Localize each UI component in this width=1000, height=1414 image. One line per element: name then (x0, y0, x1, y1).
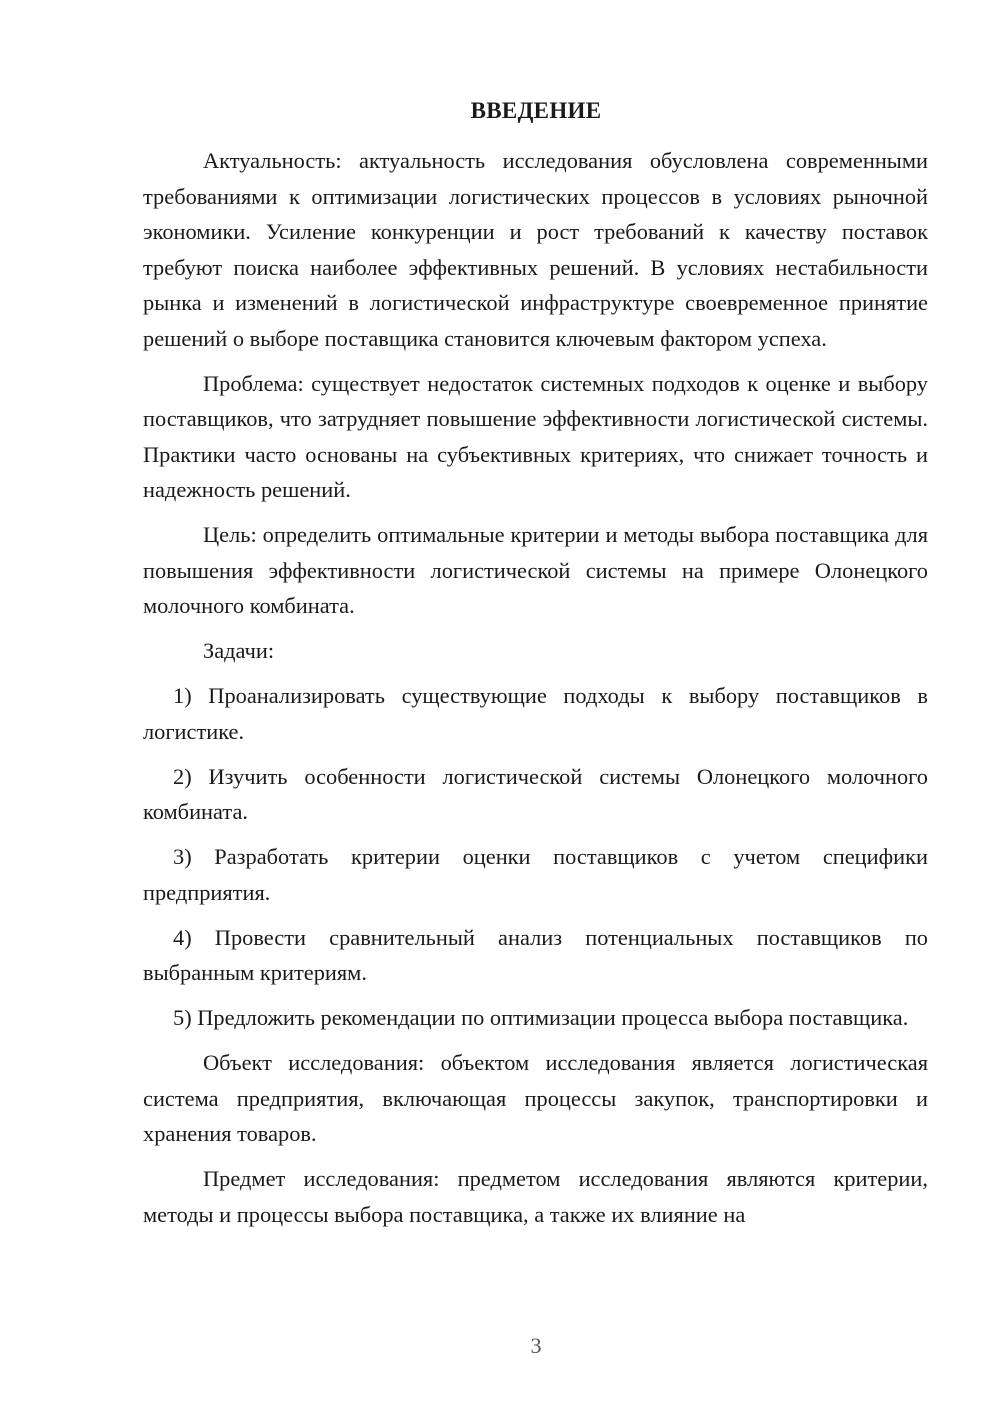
task-item: 1) Проанализировать существующие подходы к выбору поставщиков в логистике. (143, 683, 928, 744)
task-item: 4) Провести сравнительный анализ потенциальных поставщиков по выбранным критериям. (143, 924, 928, 985)
relevance-paragraph: Актуальность: актуальность исследования обусловлена современными требованиями к оптимизации логистических процессов в условиях рыночной экономики. Усиление конкуренции и рост требований к качеству поставок требуют поиска наиболее эффективных решений. В условиях нестабильности рынка и изменений в логистической инфраструктуре своевременное принятие решений о выборе поставщика становится ключевым фактором успеха. (143, 148, 928, 351)
goal-paragraph: Цель: определить оптимальные критерии и методы выбора поставщика для повышения эффективности логистической системы на примере Олонецкого молочного комбината. (143, 522, 928, 618)
page-number: 3 (530, 1333, 542, 1358)
task-item: 3) Разработать критерии оценки поставщиков с учетом специфики предприятия. (143, 844, 928, 905)
document-body (143, 143, 928, 1232)
task-item: 2) Изучить особенности логистической системы Олонецкого молочного комбината. (143, 763, 928, 824)
subject-paragraph: Предмет исследования: предметом исследования являются критерии, методы и процессы выбора поставщика, а также их влияние на (143, 1166, 928, 1227)
tasks-heading: Задачи: (203, 638, 275, 663)
page-title: ВВЕДЕНИЕ (470, 98, 602, 123)
problem-paragraph: Проблема: существует недостаток системных подходов к оценке и выбору поставщиков, что затрудняет повышение эффективности логистической системы. Практики часто основаны на субъективных критериях, что снижает точность и надежность решений. (143, 370, 928, 502)
task-item: 5) Предложить рекомендации по оптимизации процесса выбора поставщика. (173, 1005, 909, 1030)
object-paragraph: Объект исследования: объектом исследования является логистическая система предприятия, включающая процессы закупок, транспортировки и хранения товаров. (143, 1050, 928, 1146)
